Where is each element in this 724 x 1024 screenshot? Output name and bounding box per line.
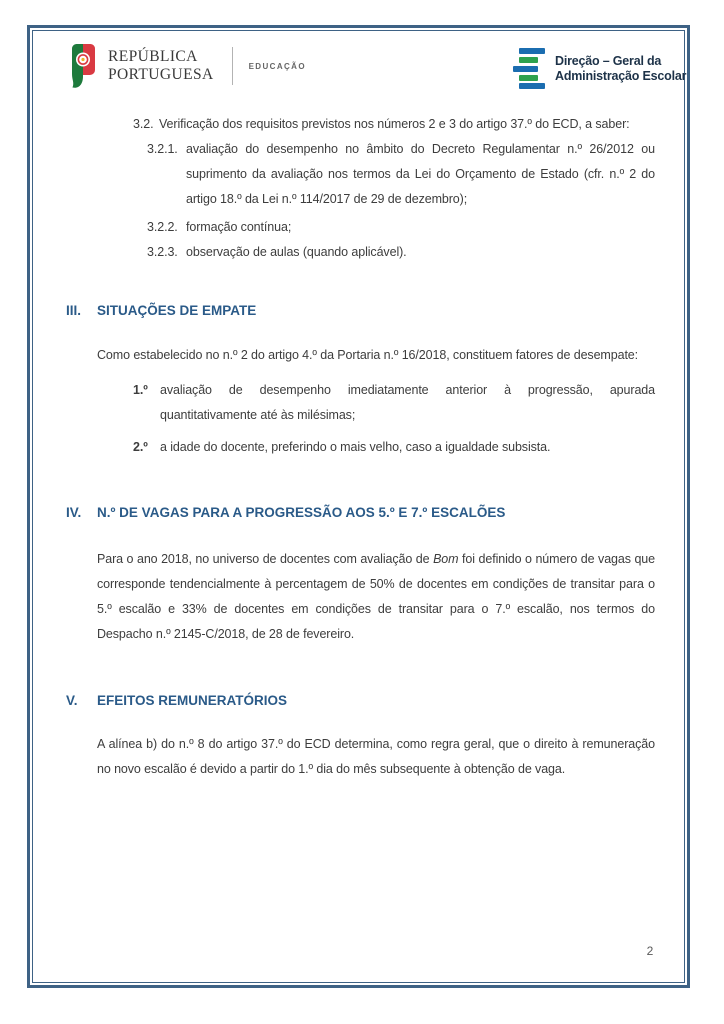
list-item-number: 3.2. — [133, 117, 154, 131]
dgae-logo-title — [555, 54, 686, 84]
republic-logo — [70, 42, 306, 90]
dgae-logo — [513, 48, 686, 89]
list-item-3-2-3 — [147, 240, 655, 265]
paragraph-text: Para o ano 2018, no universo de docentes com avaliação de — [97, 552, 434, 566]
list-item-text: Verificação dos requisitos previstos nos números 2 e 3 do artigo 37.º do ECD, a saber: — [159, 117, 630, 131]
document-body — [66, 112, 655, 782]
section-number: IV. — [66, 505, 82, 520]
section-heading-iv — [66, 500, 655, 525]
section-title: SITUAÇÕES DE EMPATE — [97, 303, 257, 318]
section-number: V. — [66, 693, 78, 708]
section-iv-paragraph — [97, 547, 655, 647]
paragraph-italic-text: Bom — [433, 552, 459, 566]
list-item-number: 3.2.2. — [147, 220, 178, 234]
section-iii-intro: Como estabelecido no n.º 2 do artigo 4.º da Portaria n.º 16/2018, constituem fatores de desempate: — [97, 348, 639, 362]
list-item-text: avaliação do desempenho no âmbito do Decreto Regulamentar n.º 26/2012 ou suprimento da avaliação nos termos da Lei do Orçamento de Estado (cfr. n.º 2 do artigo 18.º da Lei n.º 114/2017 de 29 de dezembro); — [186, 142, 655, 206]
section-v-paragraph: A alínea b) do n.º 8 do artigo 37.º do ECD determina, como regra geral, que o direito à remuneração no novo escalão é devido a partir do 1.º dia do mês subsequente à obtenção de vaga. — [97, 737, 655, 776]
ministry-label: EDUCAÇÃO — [248, 61, 306, 71]
republic-logo-line2: PORTUGUESA — [108, 66, 214, 83]
list-item-number: 3.2.1. — [147, 142, 178, 156]
section-title: N.º DE VAGAS PARA A PROGRESSÃO AOS 5.º E 7.º ESCALÕES — [97, 505, 506, 520]
header-divider — [232, 47, 233, 85]
republic-logo-line1: REPÚBLICA — [108, 48, 198, 65]
ordinal-number: 1.º — [133, 383, 148, 397]
list-item-3-2-1 — [147, 137, 655, 212]
dgae-logo-line2: Administração Escolar — [555, 68, 687, 83]
list-item-text: formação contínua; — [186, 220, 292, 234]
section-number: III. — [66, 303, 82, 318]
list-item-text: observação de aulas (quando aplicável). — [186, 245, 407, 259]
ordinal-text: a idade do docente, preferindo o mais velho, caso a igualdade subsista. — [160, 440, 551, 454]
dgae-bars-icon — [513, 48, 545, 89]
list-item-number: 3.2.3. — [147, 245, 178, 259]
list-item-3-2-2 — [147, 215, 655, 240]
dgae-logo-line1: Direção – Geral da — [555, 53, 662, 68]
tiebreak-item-1 — [133, 378, 655, 428]
section-heading-iii — [66, 298, 655, 323]
ordinal-text: avaliação de desempenho imediatamente anterior à progressão, apurada quantitativamente até às milésimas; — [160, 383, 655, 422]
ordinal-number: 2.º — [133, 440, 148, 454]
portugal-flag-icon — [70, 42, 97, 90]
list-item-3-2 — [133, 112, 655, 137]
section-title: EFEITOS REMUNERATÓRIOS — [97, 693, 288, 708]
tiebreak-item-2 — [133, 435, 655, 460]
republic-logo-title — [108, 48, 214, 84]
section-heading-v — [66, 688, 655, 713]
paragraph-text: foi definido o número de vagas que corresponde tendencialmente à percentagem de 50% de docentes em condições de transitar para o 5.º escalão e 33% de docentes em condições de transitar para o 7.º escalão, nos termos do Despacho n.º 2145-C/2018, de 28 de fevereiro. — [97, 552, 656, 641]
page-number: 2 — [646, 944, 654, 958]
